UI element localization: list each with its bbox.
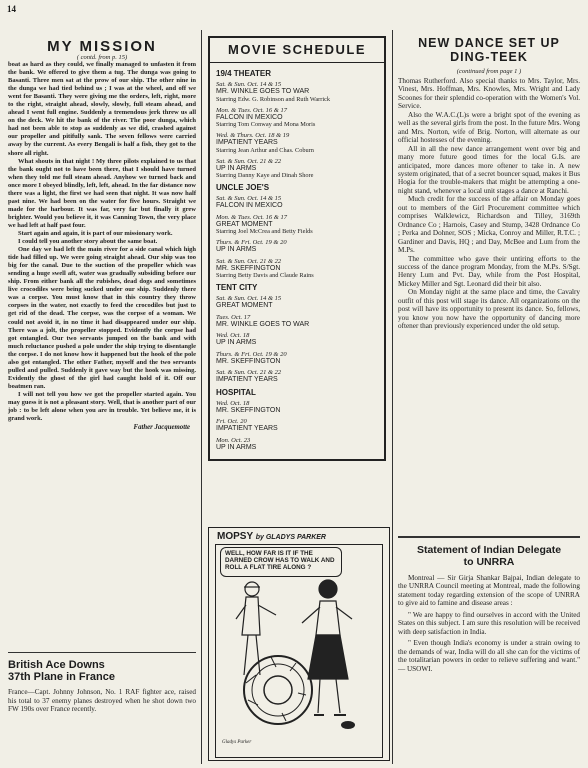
cartoon-panel bbox=[215, 544, 383, 758]
divider bbox=[8, 652, 196, 653]
show-listing bbox=[216, 107, 378, 129]
mission-paragraph: What shouts in that night ! My three pilots explained to us that the bank ought not to have been there, that I should have turned when they told me full steam ahead. Anyhow we turned back and once more I obeyed blindly, left, left, ahead. In the far distance now there was a light, the first we had seen that night. It was now half past nine. We had been on the water for five hours. Straight we made for the harbour. It was far, very far but finally it grew brighter. Would you believe it, it was Canning Town, the very place we had left at half past four. bbox=[8, 157, 196, 229]
woman-figure-icon bbox=[302, 580, 352, 715]
show-listing bbox=[216, 400, 378, 415]
dance-article bbox=[398, 36, 580, 331]
dance-paragraph: All in all the new dance arrangement went over big and many more future good times for the local G.Is. are anticipated, more dances more oftener to take in. A new system originated, that of a secret bouncer squad, makes it Bus Hogia for the trouble-makers that might be attempting a one-night stand, whenever a local unit stages a dance at Ranchi. bbox=[398, 144, 580, 195]
show-date: Tues. Oct. 17 bbox=[216, 313, 251, 321]
show-listing bbox=[216, 295, 378, 310]
mission-paragraph: Start again and again, it is part of our missionary work. bbox=[18, 229, 173, 237]
dance-title-line1: NEW DANCE SET UP bbox=[418, 36, 560, 50]
mission-paragraph: I will not tell you how we got the propeller started again. You may guess it is not a pleasant story. Well, that is another part of our job : to be left alone when you are in trouble. Yet believe me, it is grand work. bbox=[8, 390, 196, 423]
schedule-title: MOVIE SCHEDULE bbox=[210, 42, 384, 63]
unrra-paragraph: " Even though India's economy is under a strain owing to the demands of war, India will do all she can for the victims of the totalitarian powers in order to relieve suffering and want." — USOWI. bbox=[398, 639, 580, 673]
show-date: Sat. & Sun. Oct. 14 & 15 bbox=[216, 195, 282, 202]
show-listing bbox=[216, 132, 378, 154]
mission-paragraph: I could tell you another story about the same boat. bbox=[18, 238, 158, 246]
film-stars: Starring Tom Conway and Mona Moris bbox=[216, 121, 316, 128]
dance-paragraph: Much credit for the success of the affair on Monday goes out to members of the Girl Procurement committee which comprises Walklewicz, Richardson and Tilley, 3169th Ordnance Co ; Harnois, Casey and Stump, 3428 Ordnance Co ; Perka and Dohner, SOS ; Micka, Conroy and Miller, R.T.C. ; Gardiner and Davis, HQ ; and Day, McBee and Lum from the M.Ps. bbox=[398, 195, 580, 255]
dance-title-line2: DING-TEEK bbox=[450, 50, 528, 64]
venue-name: HOSPITAL bbox=[216, 387, 256, 397]
film-title: MR. SKEFFINGTON bbox=[216, 406, 281, 414]
show-listing bbox=[216, 314, 378, 329]
mission-signature: Father Jacquemotte bbox=[133, 424, 190, 432]
show-date: Mon. Oct. 23 bbox=[216, 436, 251, 444]
venue-name: TENT CITY bbox=[216, 283, 258, 292]
film-title: UP IN ARMS bbox=[216, 246, 257, 253]
show-date: Thurs. & Fri. Oct. 19 & 20 bbox=[216, 239, 287, 246]
divider bbox=[398, 536, 580, 538]
column-rule-right bbox=[392, 30, 393, 764]
dance-paragraph: Thomas Rutherford. Also special thanks to Mrs. Taylor, Mrs. Vinest, Mrs. Hoffman, Mrs. Knowles, Mrs. Wright and Lady Scoones for their splendid co-operation with the Women's Vol. Service. bbox=[398, 77, 580, 111]
film-title: MR. SKEFFINGTON bbox=[216, 264, 281, 272]
film-title: MR. WINKLE GOES TO WAR bbox=[216, 88, 310, 95]
show-listing bbox=[216, 81, 378, 103]
speech-bubble: WELL, HOW FAR IS IT IF THE DARNED CROW HAS TO WALK AND ROLL A FLAT TIRE ALONG ? bbox=[220, 547, 342, 577]
unrra-paragraph: Montreal — Sir Girja Shankar Bajpai, Indian delegate to the UNRRA Council meeting at Montreal, made the following statement today regarding extension of the scope of UNRRA to give aid to famine and disease areas : bbox=[398, 574, 580, 608]
show-date: Thurs. & Fri. Oct. 19 & 20 bbox=[216, 350, 287, 358]
show-listing bbox=[216, 351, 378, 366]
show-date: Wed. Oct. 18 bbox=[216, 399, 250, 407]
dance-paragraph: On Monday night at the same place and time, the Cavalry outfit of this post will stage its dance. All organizations on the post will have its opportunity to present its dance. So, fellows, you know you now have the opportunity of dancing more oftener than previously experienced under the old setup. bbox=[398, 288, 580, 331]
mission-body bbox=[8, 61, 196, 423]
film-stars: Starring Joel McCrea and Betty Fields bbox=[216, 228, 313, 235]
venue-name: UNCLE JOE'S bbox=[216, 183, 270, 192]
man-figure-icon bbox=[236, 582, 276, 675]
dance-paragraph: The committee who gave their untiring efforts to the success of the dance program Monday, from the M.Ps. S/Sgt. Henry Lum and Pvt. Day, while from the Post Hospital, Mickey Miller and Sgt. Leonard did their bit also. bbox=[398, 254, 580, 288]
mission-contd: ( contd. from p. 15) bbox=[76, 54, 128, 61]
ace-title-line1: British Ace Downs bbox=[8, 659, 105, 671]
show-listing bbox=[216, 214, 378, 236]
venues-list bbox=[216, 69, 378, 451]
mopsy-title-row bbox=[209, 528, 389, 542]
show-listing bbox=[216, 437, 378, 452]
unrra-paragraph: " We are happy to find ourselves in accord with the United States on this subject. I am sure this resolution will be received with deep satisfaction in India. bbox=[398, 610, 580, 636]
film-title: GREAT MOMENT bbox=[216, 220, 273, 228]
film-title: FALCON IN MEXICO bbox=[216, 113, 283, 121]
show-date: Sat. & Sun. Oct. 14 & 15 bbox=[216, 81, 282, 88]
show-date: Wed. Oct. 18 bbox=[216, 332, 250, 339]
film-stars: Starring Danny Kaye and Dinah Shore bbox=[216, 172, 314, 179]
unrra-title-line1: Statement of Indian Delegate bbox=[416, 544, 562, 556]
film-title: IMPATIENT YEARS bbox=[216, 376, 278, 383]
show-listing bbox=[216, 369, 378, 384]
tire-icon bbox=[244, 656, 312, 724]
film-title: IMPATIENT YEARS bbox=[216, 139, 278, 146]
film-stars: Starring Edw. G. Robinson and Ruth Warrick bbox=[216, 95, 331, 103]
show-date: Sat. & Sun. Oct. 21 & 22 bbox=[216, 369, 282, 376]
unrra-article bbox=[398, 544, 580, 673]
signature-icon: Gladys Parker bbox=[222, 740, 252, 745]
show-listing bbox=[216, 418, 378, 433]
cartoon-drawing bbox=[216, 575, 382, 757]
movie-schedule-box bbox=[208, 36, 386, 461]
unrra-body bbox=[398, 574, 580, 673]
dance-paragraph: Also the W.A.C.(L)s were a bright spot of the evening as well as the several girls from the post. In the future Mrs. Wong and Mrs. Norton, wife of Brig. Norton, will alternate as our official hostesses of the evening. bbox=[398, 110, 580, 145]
film-stars: Starring Jean Arthur and Chas. Coburn bbox=[216, 146, 314, 154]
show-listing bbox=[216, 332, 378, 347]
ace-title-line2: 37th Plane in France bbox=[8, 671, 115, 683]
film-title: IMPATIENT YEARS bbox=[216, 425, 278, 432]
mopsy-cartoon bbox=[208, 527, 390, 761]
film-stars: Starring Betty Davis and Claude Rains bbox=[216, 272, 314, 279]
crow-icon bbox=[341, 721, 355, 729]
show-date: Fri. Oct. 20 bbox=[216, 418, 247, 425]
film-title: MR. WINKLE GOES TO WAR bbox=[216, 320, 310, 328]
mopsy-title: MOPSY bbox=[217, 531, 253, 542]
film-title: UP IN ARMS bbox=[216, 339, 257, 346]
film-title: MR. SKEFFINGTON bbox=[216, 357, 281, 365]
show-listing bbox=[216, 158, 378, 180]
venue-name: 19/4 THEATER bbox=[216, 69, 271, 78]
show-date: Sat. & Sun. Oct. 14 & 15 bbox=[216, 295, 282, 302]
show-listing bbox=[216, 258, 378, 280]
ace-article bbox=[8, 659, 196, 714]
schedule-column bbox=[208, 36, 386, 461]
dance-body bbox=[398, 77, 580, 331]
show-date: Sat. & Sun. Oct. 21 & 22 bbox=[216, 257, 282, 265]
column-rule-left bbox=[201, 30, 202, 764]
mission-article bbox=[8, 38, 196, 431]
film-title: GREAT MOMENT bbox=[216, 302, 273, 309]
show-listing bbox=[216, 195, 378, 210]
film-title: UP IN ARMS bbox=[216, 443, 257, 451]
mission-title: MY MISSION bbox=[47, 38, 157, 55]
ace-text: France—Capt. Johnny Johnson, No. 1 RAF fighter ace, raised his total to 37 enemy planes destroyed when he shot down two FW 190s over France recently. bbox=[8, 688, 196, 714]
show-listing bbox=[216, 239, 378, 254]
mission-paragraph: One day we had left the main river for a side canal which high tide had filled up. We were going straight ahead. Our ship was too big for the canal. Due to the suction of the propeller which was sending a huge swell aft, water was gradually subsiding before our ship. From either bank all the rubishes, dead dogs and sometimes live crocodiles were being sucked under our ship. Suddenly there was a corpse. You must know that in this country they throw corpses in the water, not exactly to feed the crocodiles but just to get rid of the dead. The corpse, was the corpse of a woman. We could not avoid it, in no time it had disappeared under our ship. There was a jolt, the propeller stopped. Evidently the corpse had got entangled. Our two servants jumped on the bank and with much reluctance pushed a pole under the ship trying to disentangle the corpse. I do not know how it happened but the hook of the pole also got entangled. The other Father, myself and the two servants pulled and pulled. Suddenly it gave way but the hook was missing. Evidently the ghost of the girl had caught hold of it. Off our boatmen ran. bbox=[8, 246, 196, 390]
page-number: 14 bbox=[7, 4, 16, 14]
film-title: FALCON IN MEXICO bbox=[216, 202, 283, 209]
show-date: Sat. & Sun. Oct. 21 & 22 bbox=[216, 157, 282, 165]
film-title: UP IN ARMS bbox=[216, 164, 257, 172]
show-date: Mon. & Tues. Oct. 16 & 17 bbox=[216, 106, 287, 114]
dance-contd: (continued from page 1 ) bbox=[456, 68, 522, 75]
mission-paragraph: boat as hard as they could, we finally managed to unfasten it from the bank. We offered to give them a tug. The dunga was going to Basanti. Three men sat at the prow of our ship. The other nine in the dunga we had tied behind us ; I was at the wheel, and off we went for Basanti. They were giving me the orders, left, right, more to the right, straight ahead, slowly, slowly, full steam ahead, and ahead I went full engine. Suddenly a tremendous jerk threw us all on the deck. We hit the bank of the river. The poor dunga, which had not been able to stop as suddenly as we did, crashed against our propeller and pitifully sank. The seven fellows were carried away by the current. As every Bengali is half a fish, they got to the shore all right. bbox=[8, 61, 196, 157]
mopsy-byline: by GLADYS PARKER bbox=[255, 534, 326, 541]
unrra-title-line2: to UNRRA bbox=[463, 556, 515, 568]
show-date: Mon. & Tues. Oct. 16 & 17 bbox=[216, 213, 287, 221]
show-date: Wed. & Thurs. Oct. 18 & 19 bbox=[216, 132, 290, 139]
